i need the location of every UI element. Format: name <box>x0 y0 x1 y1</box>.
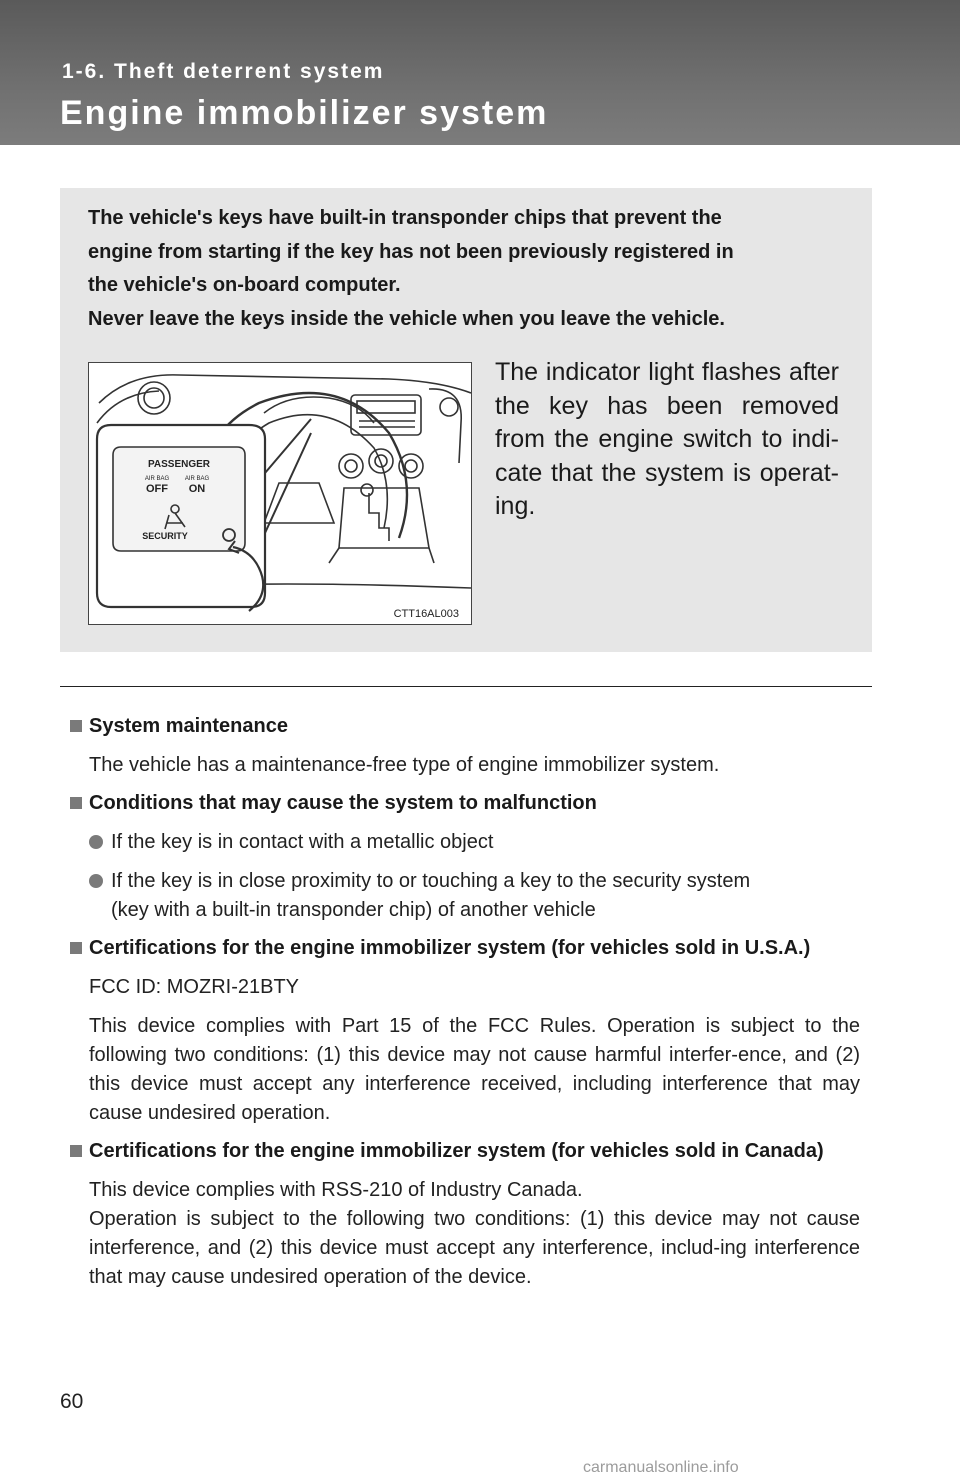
intro-line: The vehicle's keys have built-in transponder chips that prevent the <box>88 207 722 229</box>
intro-line: Never leave the keys inside the vehicle when you leave the vehicle. <box>88 307 725 330</box>
body-text: The vehicle has a maintenance-free type of engine immobilizer system. <box>89 754 720 776</box>
intro-line: the vehicle's on-board computer. <box>88 274 401 296</box>
security-label: SECURITY <box>142 531 188 541</box>
dashboard-illustration <box>88 362 472 625</box>
round-bullet-icon <box>89 874 103 888</box>
list-item-text: (key with a built-in transponder chip) of another vehicle <box>111 899 596 921</box>
square-bullet-icon <box>70 797 82 809</box>
page-header <box>0 0 960 145</box>
body-text: This device complies with Part 15 of the FCC Rules. Operation is subject to the following two conditions: (1) this device may not cause harmful interfer-ence, and (2) this device must accept any interference received, including interference that may cause undesired operation. <box>89 1015 860 1124</box>
indicator-description: The indicator light flashes after the key has been removed from the engine switch to indi-cate that the system is operat-ing. <box>495 358 839 520</box>
section-label: 1-6. Theft deterrent system <box>62 60 385 83</box>
list-item <box>70 867 860 925</box>
intro-text <box>88 202 840 336</box>
heading-text: Conditions that may cause the system to malfunction <box>89 792 597 814</box>
list-item <box>70 828 860 857</box>
round-bullet-icon <box>89 835 103 849</box>
list-item-text: If the key is in contact with a metallic object <box>111 831 494 853</box>
fcc-id: FCC ID: MOZRI-21BTY <box>89 976 300 998</box>
airbag-off-small-label: AIR BAG <box>144 476 170 482</box>
section-heading <box>70 712 860 741</box>
heading-text: Certifications for the engine immobilizer system (for vehicles sold in U.S.A.) <box>89 937 811 959</box>
airbag-on-label: ON <box>188 483 206 495</box>
dashboard-drawing <box>89 363 471 624</box>
airbag-on-small-label: AIR BAG <box>184 476 210 482</box>
figure-code: CTT16AL003 <box>393 608 459 620</box>
section-divider <box>60 686 872 687</box>
watermark: carmanualsonline.info <box>583 1459 739 1476</box>
section-heading <box>70 789 860 818</box>
section-heading <box>70 1137 860 1166</box>
passenger-label: PASSENGER <box>147 459 211 470</box>
intro-line: engine from starting if the key has not been previously registered in <box>88 240 734 263</box>
airbag-off-label: OFF <box>146 483 168 495</box>
body-text: Operation is subject to the following two conditions: (1) this device may not cause interference, and (2) this device must accept any interference, includ-ing interference that may cause undesired operation of the device. <box>89 1208 860 1288</box>
square-bullet-icon <box>70 942 82 954</box>
main-content <box>70 712 860 1292</box>
heading-text: Certifications for the engine immobilizer system (for vehicles sold in Canada) <box>89 1140 824 1162</box>
list-item-text: If the key is in close proximity to or touching a key to the security system <box>111 870 751 892</box>
heading-text: System maintenance <box>89 715 288 737</box>
body-text: This device complies with RSS-210 of Industry Canada. <box>89 1179 583 1201</box>
square-bullet-icon <box>70 1145 82 1157</box>
page-title: Engine immobilizer system <box>60 94 549 132</box>
info-box <box>60 188 872 652</box>
square-bullet-icon <box>70 720 82 732</box>
section-heading <box>70 934 860 963</box>
page-number: 60 <box>60 1390 84 1413</box>
